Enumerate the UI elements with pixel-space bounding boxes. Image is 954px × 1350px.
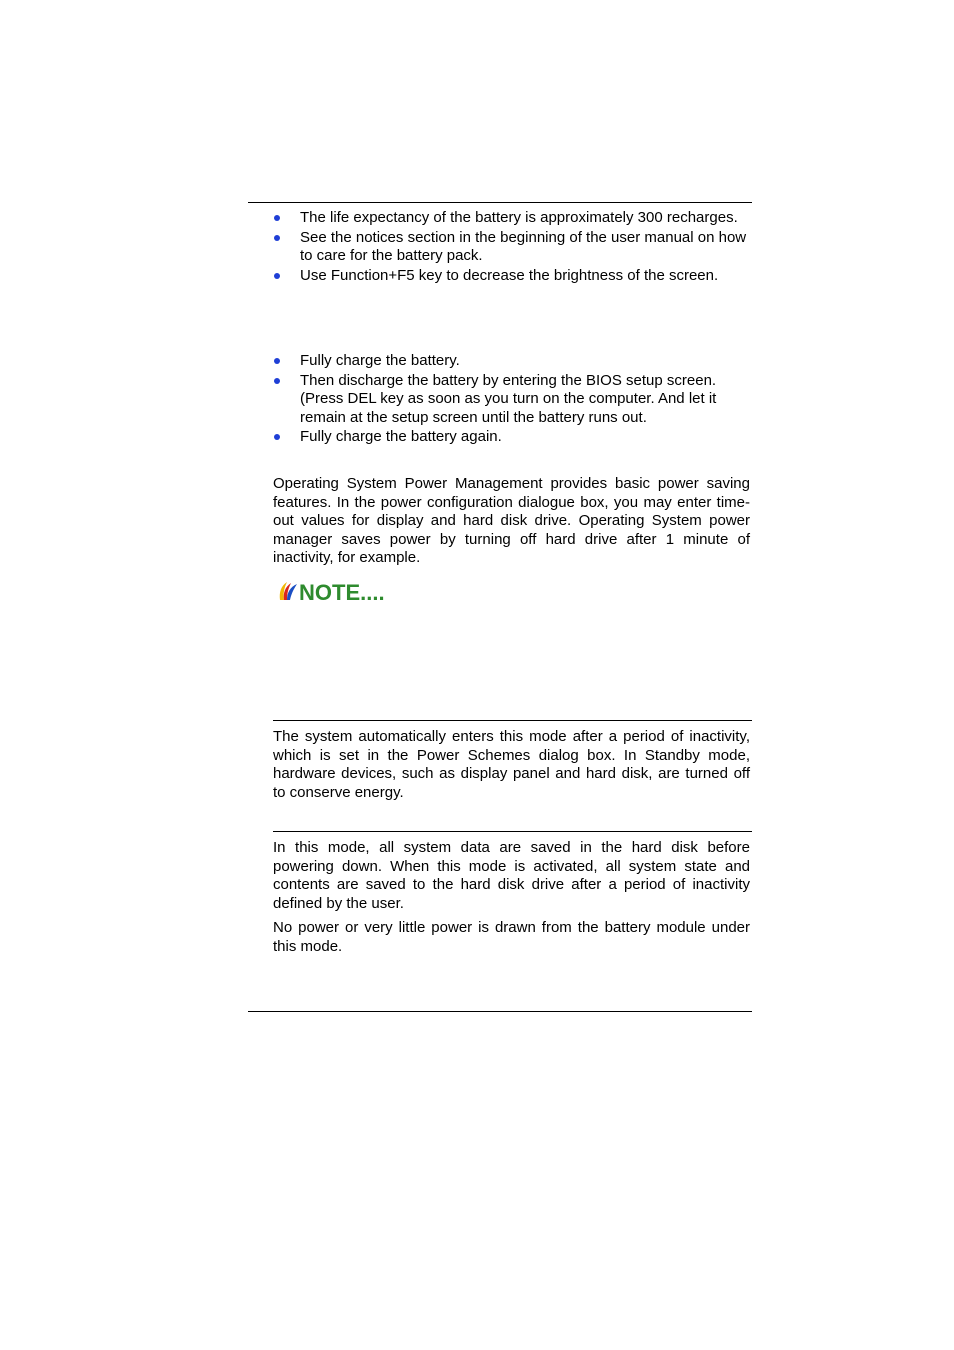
- hibernation-text-2: No power or very little power is drawn from the battery module under this mode.: [273, 919, 750, 955]
- bullet-icon: [274, 378, 280, 384]
- note-logo-icon: [275, 578, 410, 606]
- note-logo-text: NOTE....: [299, 580, 385, 605]
- hibernation-rule: [273, 831, 752, 832]
- standby-text: The system automatically enters this mode after a period of inactivity, which is set in the Power Schemes dialog box. In Standby mode, hardware devices, such as display panel and hard disk, are turned off to conserve energy.: [273, 728, 750, 801]
- bullet-icon: [274, 434, 280, 440]
- list-item: See the notices section in the beginning of the user manual on how to care for the battery pack.: [273, 229, 750, 266]
- list-item: Fully charge the battery.: [273, 352, 750, 371]
- os-power-management-text: Operating System Power Management provides basic power saving features. In the power configuration dialogue box, you may enter time-out values for display and hard disk drive. Operating System power manager saves power by turning off hard drive after 1 minute of inactivity, for example.: [273, 475, 750, 566]
- list-item: Then discharge the battery by entering the BIOS setup screen. (Press DEL key as soon as you turn on the computer. And let it remain at the setup screen until the battery runs out.: [273, 372, 750, 428]
- bullet-icon: [274, 273, 280, 279]
- bullet-icon: [274, 215, 280, 221]
- bottom-rule: [248, 1011, 752, 1012]
- os-power-management-section: [273, 475, 750, 568]
- standby-section: [273, 728, 750, 802]
- standby-rule: [273, 720, 752, 721]
- list-item: Fully charge the battery again.: [273, 428, 750, 447]
- calibration-steps-list: [273, 352, 750, 448]
- top-rule: [248, 202, 752, 203]
- list-item: Use Function+F5 key to decrease the brightness of the screen.: [273, 267, 750, 286]
- list-item: The life expectancy of the battery is approximately 300 recharges.: [273, 209, 750, 228]
- hibernation-text-1: In this mode, all system data are saved in the hard disk before powering down. When this mode is activated, all system state and contents are saved to the hard disk drive after a period of inactivity defined by the user.: [273, 839, 750, 912]
- bullet-icon: [274, 358, 280, 364]
- bullet-icon: [274, 235, 280, 241]
- battery-tips-list: [273, 209, 750, 286]
- hibernation-section: [273, 839, 750, 956]
